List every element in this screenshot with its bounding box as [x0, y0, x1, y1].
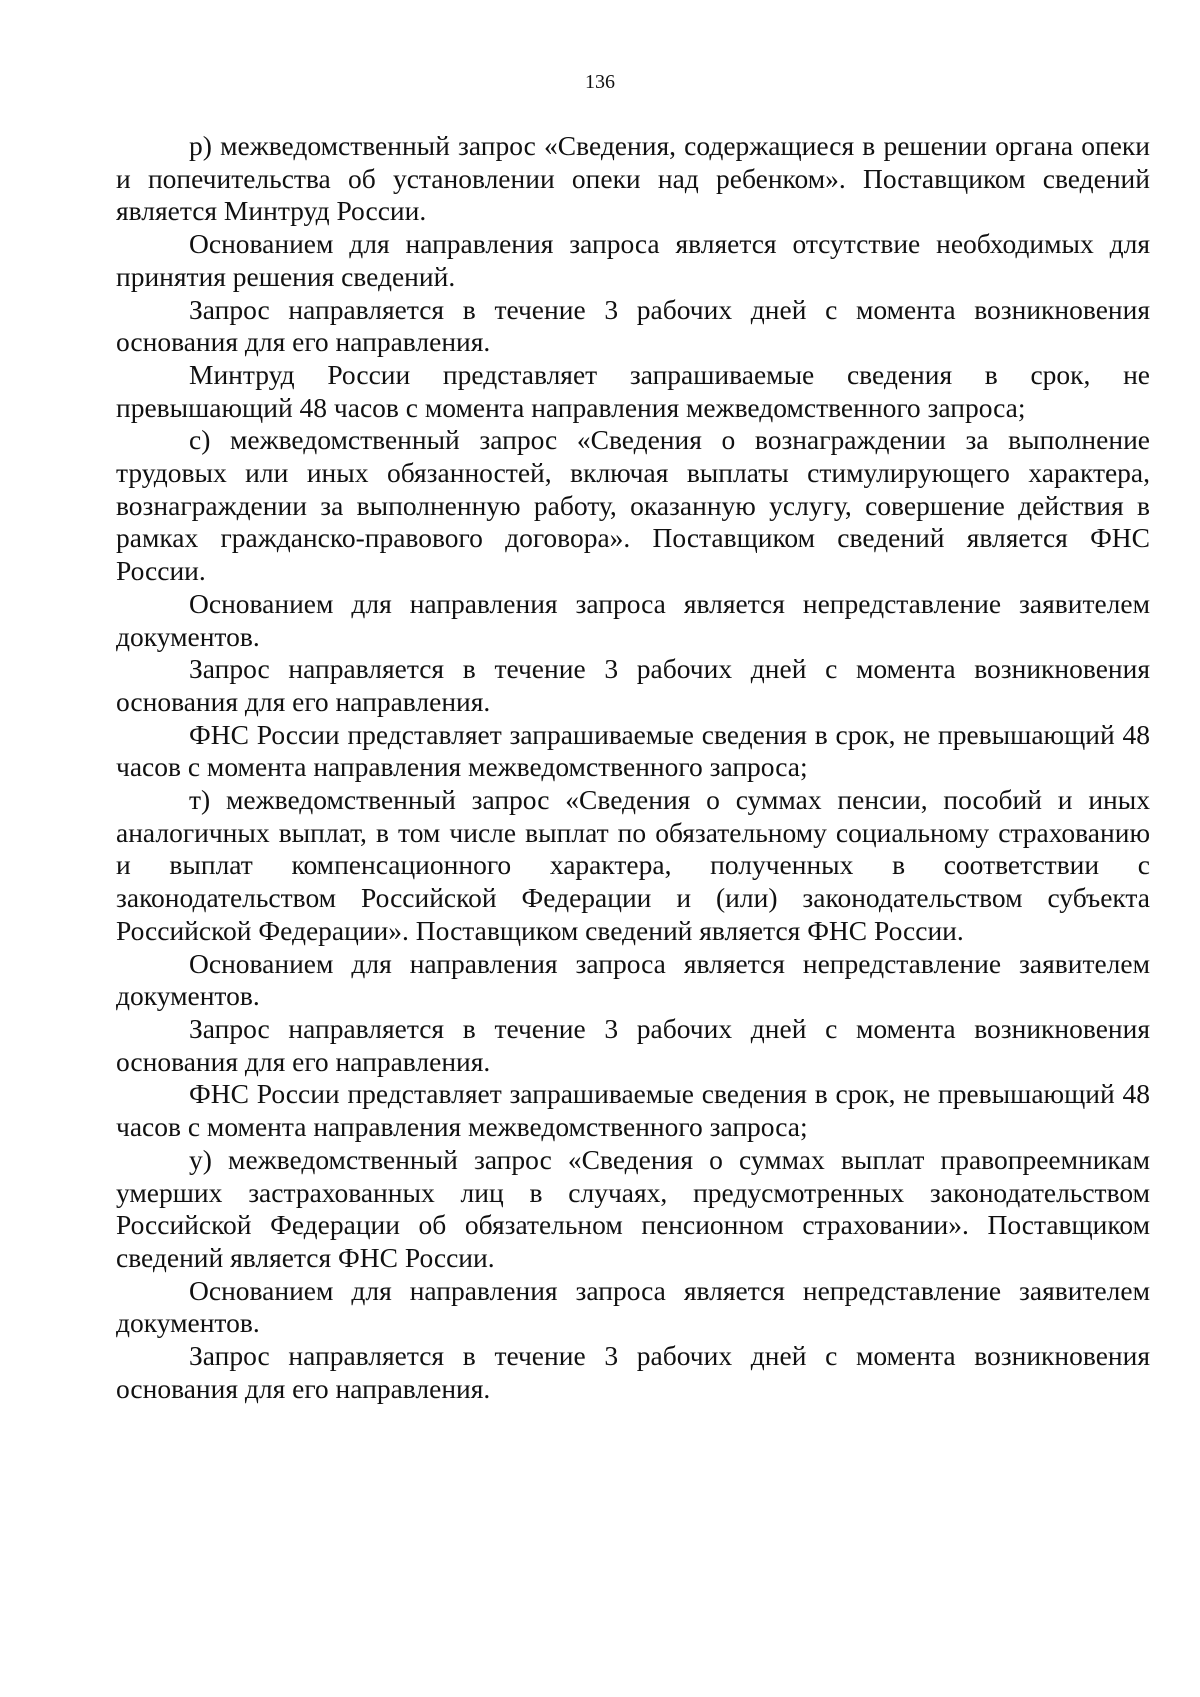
paragraph-deadline: Запрос направляется в течение 3 рабочих дней с момента возникновения основания для его направления. [116, 653, 1150, 717]
paragraph-basis: Основанием для направления запроса является непредставление заявителем документов. [116, 587, 1150, 652]
paragraph-basis: Основанием для направления запроса является непредставление заявителем документов. [116, 1274, 1150, 1339]
paragraph-basis: Основанием для направления запроса является отсутствие необходимых для принятия решения сведений. [116, 228, 1150, 292]
document-body [116, 130, 1150, 1405]
paragraph-response-time: ФНС России представляет запрашиваемые сведения в срок, не превышающий 48 часов с момента направления межведомственного запроса; [116, 718, 1150, 783]
paragraph-r-request: р) межведомственный запрос «Сведения, содержащиеся в решении органа опеки и попечительства об установлении опеки над ребенком». Поставщиком сведений является Минтруд России. [116, 130, 1150, 227]
paragraph-deadline: Запрос направляется в течение 3 рабочих дней с момента возникновения основания для его направления. [116, 293, 1150, 358]
paragraph-deadline: Запрос направляется в течение 3 рабочих дней с момента возникновения основания для его направления. [116, 1012, 1150, 1077]
paragraph-deadline: Запрос направляется в течение 3 рабочих дней с момента возникновения основания для его направления. [116, 1340, 1150, 1404]
page-number: 136 [585, 71, 615, 93]
paragraph-basis: Основанием для направления запроса является непредставление заявителем документов. [116, 947, 1150, 1012]
paragraph-s-request: с) межведомственный запрос «Сведения о вознаграждении за выполнение трудовых или иных обязанностей, включая выплаты стимулирующего характера, вознаграждении за выполненную работу, оказанную услугу, совершение действия в рамках гражданско-правового договора». Поставщиком сведений является ФНС России. [116, 424, 1150, 587]
paragraph-response-time: ФНС России представляет запрашиваемые сведения в срок, не превышающий 48 часов с момента направления межведомственного запроса; [116, 1078, 1150, 1143]
paragraph-t-request: т) межведомственный запрос «Сведения о суммах пенсии, пособий и иных аналогичных выплат, в том числе выплат по обязательному социальному страхованию и выплат компенсационного характера, полученных в соответствии с законодательством Российской Федерации и (или) законодательством субъекта Российской Федерации». Поставщиком сведений является ФНС России. [116, 784, 1150, 946]
paragraph-u-request: у) межведомственный запрос «Сведения о суммах выплат правопреемникам умерших застрахованных лиц в случаях, предусмотренных законодательством Российской Федерации об обязательном пенсионном страховании». Поставщиком сведений является ФНС России. [116, 1143, 1150, 1273]
paragraph-response-time: Минтруд России представляет запрашиваемые сведения в срок, не превышающий 48 часов с момента направления межведомственного запроса; [116, 358, 1150, 423]
